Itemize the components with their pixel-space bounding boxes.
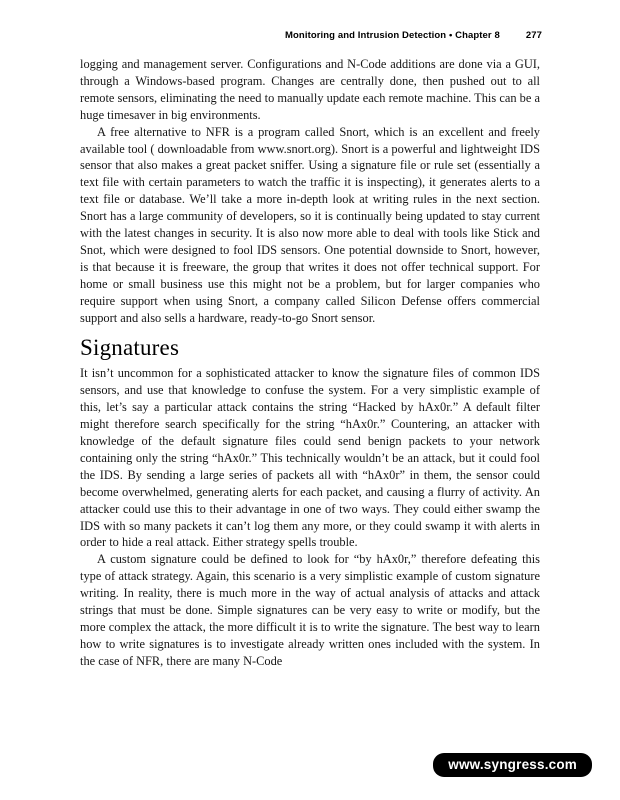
publisher-badge: [433, 753, 592, 777]
page-number: 277: [525, 30, 542, 41]
publisher-url: www.syngress.com: [448, 757, 577, 772]
section-heading: Signatures: [80, 334, 180, 360]
paragraph: A custom signature could be defined to look for “by hAx0r,” therefore defeating this type of attack strategy. Again, this scenario is a very simplistic example of custom signature writing. In reality, there is much more in the way of actual analysis of attacks and attack strings that must be done. Simple signatures can be very easy to write or modify, but the more complex the attack, the more difficult it is to write the signature. The best way to learn how to write signatures is to investigate already written ones included with the system. In the case of NFR, there are many N-Code: [80, 552, 540, 668]
paragraph: A free alternative to NFR is a program called Snort, which is an excellent and freely available tool ( downloadable from www.snort.org). Snort is a powerful and lightweight IDS sensor that also makes a great packet sniffer. Using a signature file or rule set (essentially a text file with certain parameters to watch the traffic it is inspecting), it generates alerts to a text file or database. We’ll take a more in-depth look at writing rules in the next section. Snort has a large community of developers, so it is continually being updated to stay current with the latest changes in security. It is also now more able to deal with tools like Stick and Snot, which were designed to fool IDS sensors. One potential downside to Snort, however, is that because it is freeware, the group that writes it does not offer technical support. For home or small business use this might not be a problem, but for larger companies who require support when using Snort, a company called Silicon Defense offers commercial support and also sells a hardware, ready-to-go Snort sensor.: [80, 124, 540, 325]
paragraph: logging and management server. Configurations and N-Code additions are done via a GUI, through a Windows-based program. Changes are centrally done, then pushed out to all remote sensors, eliminating the need to manually update each remote machine. This can be a huge timesaver in big environments.: [80, 57, 540, 122]
page-body: [80, 56, 540, 670]
running-title: Monitoring and Intrusion Detection • Chapter 8: [285, 30, 500, 41]
page-header: [80, 30, 542, 41]
paragraph: It isn’t uncommon for a sophisticated attacker to know the signature files of common IDS sensors, and use that knowledge to confuse the system. For a very simplistic example of this, let’s say a particular attack contains the string “Hacked by hAx0r.” A default filter might therefore search specifically for the string “hAx0r.” Countering, an attacker with knowledge of the default signature files could send benign packets to your network containing only the string “hAx0r.” This technically wouldn’t be an attack, but it could fool the IDS. By sending a large series of packets all with “hAx0r” in them, the sensor could become overwhelmed, generating alerts for each packet, and causing a flurry of activity. An attacker could use this to their advantage in one of two ways. They could either swamp the IDS with so many packets it can’t log them any more, or they could swamp it with alerts in order to hide a real attack. Either strategy spells trouble.: [80, 366, 540, 550]
